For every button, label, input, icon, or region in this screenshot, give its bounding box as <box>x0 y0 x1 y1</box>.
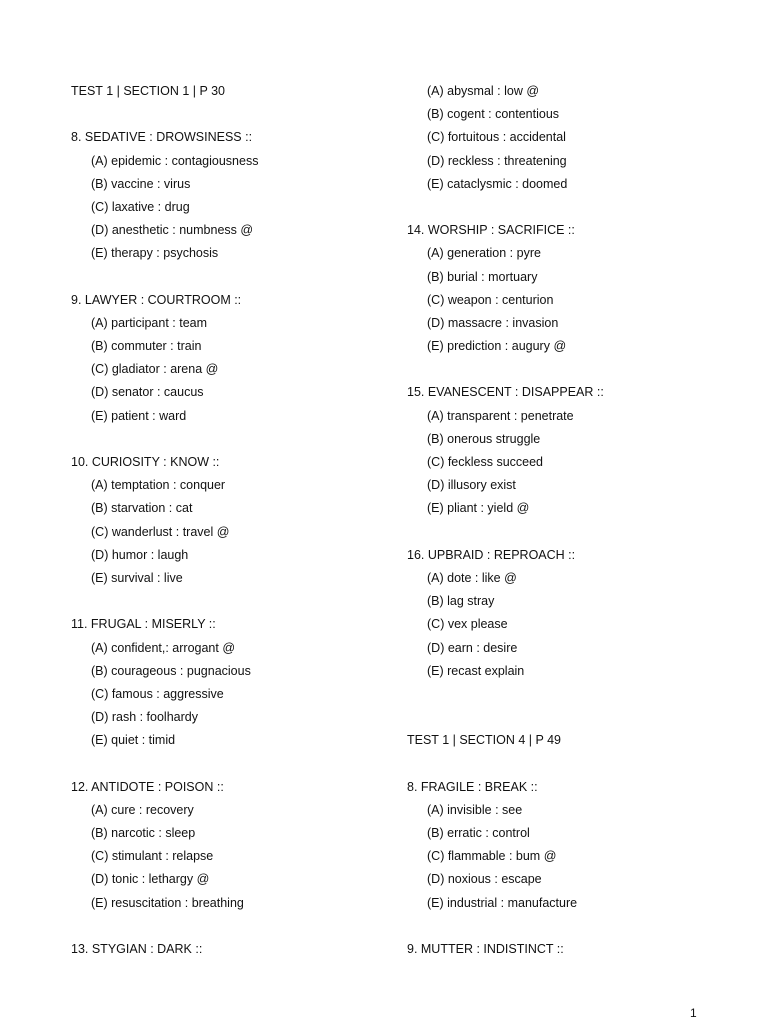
answer-option: (B) onerous struggle <box>427 431 541 446</box>
spacer <box>407 706 737 729</box>
answer-option: (A) participant : team <box>91 315 208 330</box>
answer-option: (B) burial : mortuary <box>427 269 538 284</box>
question-stem: 9. LAWYER : COURTROOM :: <box>71 292 242 307</box>
answer-option: (E) recast explain <box>427 663 525 678</box>
answer-option: (A) generation : pyre <box>427 246 541 261</box>
answer-option: (C) flammable : bum @ <box>427 849 557 864</box>
spacer <box>71 752 401 775</box>
answer-option: (C) fortuitous : accidental <box>427 130 566 145</box>
question-stem: 11. FRUGAL : MISERLY :: <box>71 617 216 632</box>
answer-option: (E) cataclysmic : doomed <box>427 176 568 191</box>
question-stem: 16. UPBRAID : REPROACH :: <box>407 547 576 562</box>
answer-option: (A) invisible : see <box>427 802 523 817</box>
section-header: TEST 1 | SECTION 4 | P 49 <box>407 733 562 748</box>
answer-option: (B) vaccine : virus <box>91 176 191 191</box>
answer-option: (E) prediction : augury @ <box>427 339 567 354</box>
answer-option: (D) humor : laugh <box>91 547 189 562</box>
answer-option: (A) dote : like @ <box>427 570 517 585</box>
answer-option: (D) senator : caucus <box>91 385 204 400</box>
answer-option: (C) vex please <box>427 617 508 632</box>
answer-option: (A) abysmal : low @ <box>427 84 540 98</box>
answer-option: (B) commuter : train <box>91 339 202 354</box>
spacer <box>71 103 401 126</box>
spacer <box>71 266 401 289</box>
answer-option: (D) tonic : lethargy @ <box>91 872 210 887</box>
answer-option: (D) illusory exist <box>427 478 516 493</box>
spacer <box>71 915 401 938</box>
answer-option: (B) courageous : pugnacious <box>91 663 251 678</box>
spacer <box>407 752 737 775</box>
answer-option: (D) massacre : invasion <box>427 315 559 330</box>
spacer <box>407 358 737 381</box>
section-header: TEST 1 | SECTION 1 | P 30 <box>71 84 226 98</box>
question-stem: 9. MUTTER : INDISTINCT :: <box>407 941 564 956</box>
answer-option: (B) cogent : contentious <box>427 107 560 122</box>
answer-option: (C) stimulant : relapse <box>91 849 214 864</box>
question-stem: 14. WORSHIP : SACRIFICE :: <box>407 223 575 238</box>
answer-option: (D) anesthetic : numbness @ <box>91 223 254 238</box>
answer-option: (B) starvation : cat <box>91 501 193 516</box>
answer-option: (C) wanderlust : travel @ <box>91 524 230 539</box>
answer-option: (E) therapy : psychosis <box>91 246 219 261</box>
answer-option: (D) rash : foolhardy <box>91 710 198 725</box>
question-stem: 13. STYGIAN : DARK :: <box>71 941 203 956</box>
spacer <box>407 196 737 219</box>
left-column <box>71 80 401 961</box>
answer-option: (C) laxative : drug <box>91 199 190 214</box>
answer-option: (A) cure : recovery <box>91 802 194 817</box>
question-stem: 8. FRAGILE : BREAK :: <box>407 779 538 794</box>
answer-option: (E) industrial : manufacture <box>427 895 578 910</box>
answer-option: (D) reckless : threatening <box>427 153 567 168</box>
answer-option: (E) pliant : yield @ <box>427 501 530 516</box>
answer-option: (B) narcotic : sleep <box>91 826 196 840</box>
answer-option: (C) gladiator : arena @ <box>91 362 219 377</box>
answer-option: (A) confident,: arrogant @ <box>91 640 236 655</box>
question-stem: 8. SEDATIVE : DROWSINESS :: <box>71 130 253 145</box>
answer-option: (A) epidemic : contagiousness <box>91 153 259 168</box>
question-stem: 15. EVANESCENT : DISAPPEAR :: <box>407 385 604 400</box>
spacer <box>407 683 737 706</box>
answer-option: (B) erratic : control <box>427 826 530 840</box>
spacer <box>71 428 401 451</box>
answer-option: (E) survival : live <box>91 570 183 585</box>
answer-option: (A) temptation : conquer <box>91 478 226 493</box>
answer-option: (C) famous : aggressive <box>91 686 224 701</box>
spacer <box>71 590 401 613</box>
answer-option: (C) feckless succeed <box>427 455 544 469</box>
question-stem: 10. CURIOSITY : KNOW :: <box>71 455 220 469</box>
answer-option: (C) weapon : centurion <box>427 292 554 307</box>
answer-option: (D) earn : desire <box>427 640 518 655</box>
spacer <box>407 521 737 544</box>
right-column <box>407 80 737 961</box>
answer-option: (E) patient : ward <box>91 408 187 423</box>
answer-option: (D) noxious : escape <box>427 872 542 887</box>
answer-option: (B) lag stray <box>427 594 495 609</box>
spacer <box>407 915 737 938</box>
answer-option: (A) transparent : penetrate <box>427 408 574 423</box>
answer-option: (E) resuscitation : breathing <box>91 895 244 910</box>
question-stem: 12. ANTIDOTE : POISON :: <box>71 779 224 794</box>
page-number: 1 <box>690 1006 697 1020</box>
answer-option: (E) quiet : timid <box>91 733 176 748</box>
